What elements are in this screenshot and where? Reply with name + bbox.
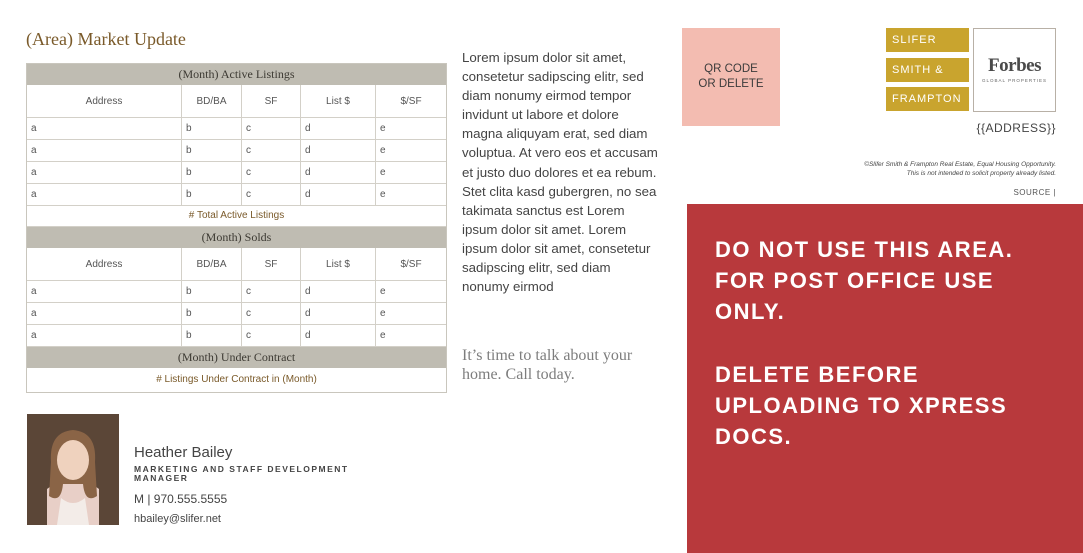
under-contract-total: # Listings Under Contract in (Month)	[156, 374, 317, 385]
cell-bdba: b	[182, 303, 242, 324]
table-row	[27, 281, 446, 303]
brand-line-frampton: FRAMPTON	[886, 87, 969, 111]
column-header: SF	[242, 85, 301, 117]
qr-code-placeholder	[682, 28, 780, 126]
active-listings-total: # Total Active Listings	[27, 206, 446, 227]
cell-price-per-sf: e	[380, 330, 386, 341]
cell-address: a	[27, 162, 182, 183]
table-row	[27, 184, 446, 206]
table-row	[27, 140, 446, 162]
brand-line-smith: SMITH &	[886, 58, 969, 82]
table-row	[27, 162, 446, 184]
cell-sf: c	[242, 184, 301, 205]
cell-address: a	[27, 325, 182, 346]
column-header-row	[27, 85, 446, 118]
market-table	[26, 63, 447, 393]
table-row	[27, 303, 446, 325]
post-office-area	[687, 204, 1083, 553]
cell-list-price: d	[301, 118, 376, 139]
under-contract-header: (Month) Under Contract	[27, 347, 446, 368]
agent-portrait-icon	[27, 414, 119, 525]
cell-sf: c	[242, 281, 301, 302]
cell-list-price: d	[301, 303, 376, 324]
cell-bdba: b	[182, 162, 242, 183]
cell-address: a	[27, 118, 182, 139]
cell-list-price: d	[301, 325, 376, 346]
cell-price-per-sf: e	[380, 286, 386, 297]
tagline: It’s time to talk about your home. Call today.	[462, 347, 633, 383]
column-header: BD/BA	[182, 85, 242, 117]
column-header: $/SF	[400, 95, 422, 107]
column-header: BD/BA	[182, 248, 242, 280]
qr-label-line1: QR CODE	[704, 63, 758, 75]
qr-label-line2: OR DELETE	[698, 78, 764, 90]
post-office-notice: DO NOT USE THIS AREA. FOR POST OFFICE USE ONLY.	[715, 237, 1014, 324]
active-listings-header: (Month) Active Listings	[27, 64, 446, 85]
legal-disclaimer	[780, 160, 1056, 178]
agent-email: hbailey@slifer.net	[134, 513, 221, 525]
cell-list-price: d	[301, 140, 376, 161]
cell-price-per-sf: e	[380, 308, 386, 319]
cell-list-price: d	[301, 281, 376, 302]
cell-bdba: b	[182, 281, 242, 302]
agent-photo	[27, 414, 119, 525]
table-row	[27, 325, 446, 347]
cell-list-price: d	[301, 162, 376, 183]
cell-address: a	[27, 281, 182, 302]
column-header: SF	[242, 248, 301, 280]
cell-price-per-sf: e	[380, 167, 386, 178]
column-header: Address	[27, 248, 182, 280]
address-placeholder: {{ADDRESS}}	[976, 121, 1056, 135]
cell-sf: c	[242, 118, 301, 139]
forbes-wordmark: Forbes	[988, 55, 1041, 76]
column-header: $/SF	[400, 258, 422, 270]
column-header: Address	[27, 85, 182, 117]
page-title: (Area) Market Update	[26, 29, 186, 49]
cell-address: a	[27, 184, 182, 205]
source-label: SOURCE |	[1013, 188, 1056, 197]
body-copy: Lorem ipsum dolor sit amet, consetetur sadipscing elitr, sed diam nonumy eirmod tempor invidunt ut labore et dolore magna aliquyam erat, sed diam voluptua. At vero eos et accusam et justo duo dolores et ea rebum. Stet clita kasd gubergren, no sea takimata sanctus est Lorem ipsum dolor sit amet. Lorem ipsum dolor sit amet, consetetur sadipscing elitr, sed diam nonumy eirmod	[462, 50, 658, 295]
table-row	[27, 118, 446, 140]
solds-header: (Month) Solds	[27, 227, 446, 248]
forbes-logo	[973, 28, 1056, 112]
column-header: List $	[301, 248, 376, 280]
cell-sf: c	[242, 162, 301, 183]
cell-bdba: b	[182, 184, 242, 205]
cell-price-per-sf: e	[380, 145, 386, 156]
agent-name: Heather Bailey	[134, 444, 233, 461]
cell-address: a	[27, 303, 182, 324]
cell-bdba: b	[182, 325, 242, 346]
cell-list-price: d	[301, 184, 376, 205]
cell-sf: c	[242, 303, 301, 324]
agent-phone: M | 970.555.5555	[134, 492, 228, 506]
forbes-subline: GLOBAL PROPERTIES	[981, 78, 1048, 83]
cell-bdba: b	[182, 118, 242, 139]
agent-title: MARKETING AND STAFF DEVELOPMENT MANAGER	[134, 464, 349, 483]
legal-line-2: This is not intended to solicit property already listed.	[906, 170, 1056, 177]
legal-line-1: ©Slifer Smith & Frampton Real Estate, Equal Housing Opportunity.	[864, 161, 1056, 168]
delete-notice: DELETE BEFORE UPLOADING TO XPRESS DOCS.	[715, 362, 1008, 449]
column-header-row	[27, 248, 446, 281]
cell-address: a	[27, 140, 182, 161]
cell-price-per-sf: e	[380, 123, 386, 134]
brand-line-slifer: SLIFER	[886, 28, 969, 52]
column-header: List $	[301, 85, 376, 117]
cell-bdba: b	[182, 140, 242, 161]
cell-price-per-sf: e	[380, 189, 386, 200]
cell-sf: c	[242, 140, 301, 161]
cell-sf: c	[242, 325, 301, 346]
